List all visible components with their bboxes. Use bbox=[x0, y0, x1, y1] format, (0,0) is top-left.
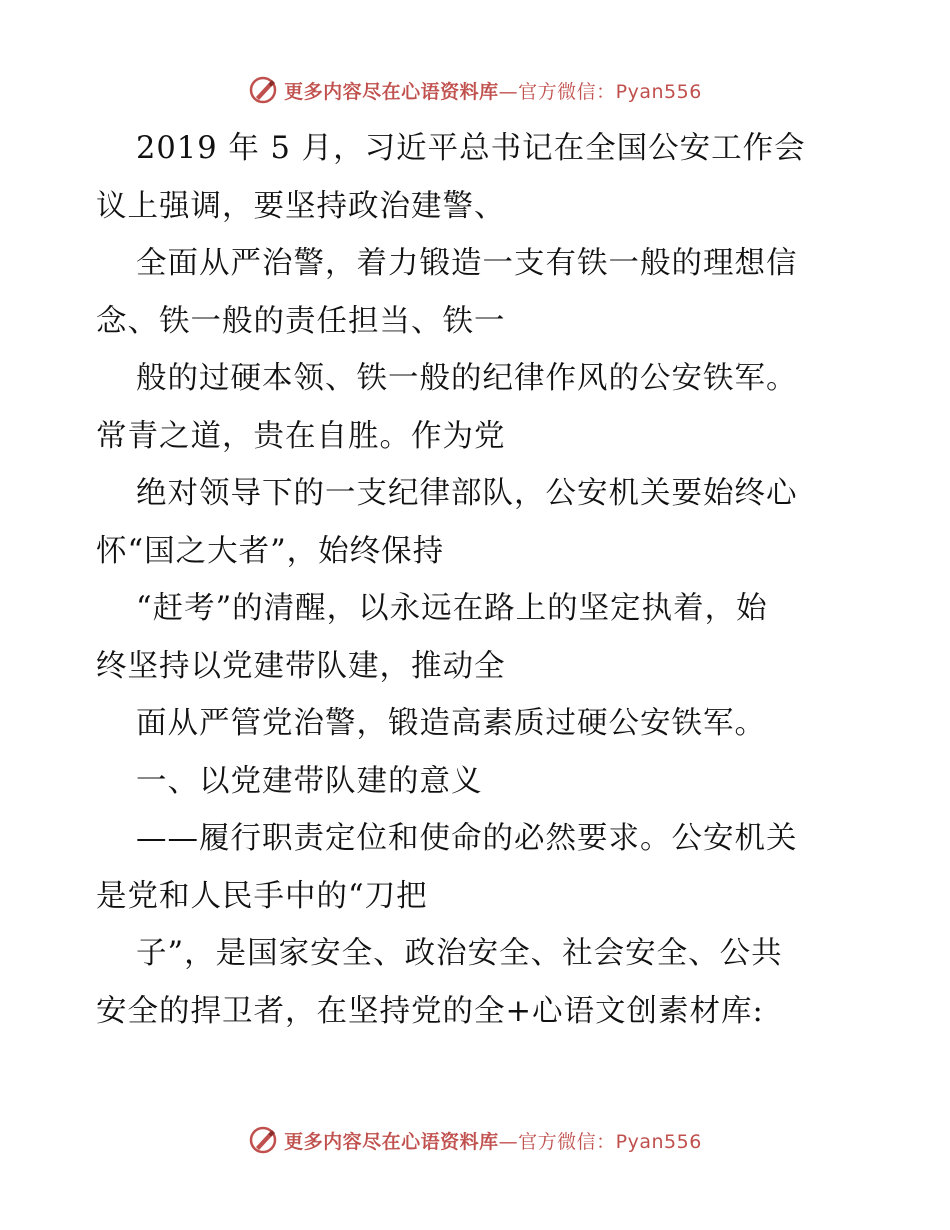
text-line: 面从严管党治警，锻造高素质过硬公安铁军。 bbox=[136, 706, 766, 741]
text-line: ——履行职责定位和使命的必然要求。公安机关 bbox=[136, 821, 798, 856]
text-line: “赶考”的清醒，以永远在路上的坚定执着，始 bbox=[136, 591, 768, 626]
watermark-tail-text: —官方微信：Pyan556 bbox=[498, 1130, 702, 1153]
watermark-main-text: 更多内容尽在心语资料库 bbox=[284, 1130, 499, 1153]
pen-logo-icon bbox=[248, 1125, 278, 1155]
footer-watermark-text bbox=[284, 1127, 702, 1154]
text-line: 全面从严治警，着力锻造一支有铁一般的理想信 bbox=[136, 246, 798, 281]
text-line: 子”，是国家安全、政治安全、社会安全、公共 bbox=[136, 936, 783, 971]
header-watermark-text bbox=[284, 77, 702, 104]
watermark-main-text: 更多内容尽在心语资料库 bbox=[284, 80, 499, 103]
section-heading: 一、以党建带队建的意义 bbox=[136, 763, 483, 799]
watermark-tail-text: —官方微信：Pyan556 bbox=[498, 80, 702, 103]
footer-watermark bbox=[0, 1120, 950, 1160]
pen-logo-icon bbox=[248, 75, 278, 105]
text-line: 安全的捍卫者，在坚持党的全+心语文创素材库: bbox=[96, 993, 764, 1029]
text-line: 般的过硬本领、铁一般的纪律作风的公安铁军。 bbox=[136, 361, 798, 396]
text-line: 议上强调，要坚持政治建警、 bbox=[96, 188, 506, 224]
document-body bbox=[96, 120, 856, 1040]
text-line: 终坚持以党建带队建，推动全 bbox=[96, 648, 506, 684]
text-line: 怀“国之大者”，始终保持 bbox=[96, 533, 445, 569]
text-line: 2019 年 5 月，习近平总书记在全国公安工作会 bbox=[136, 131, 806, 166]
text-line: 念、铁一般的责任担当、铁一 bbox=[96, 303, 506, 339]
text-line: 常青之道，贵在自胜。作为党 bbox=[96, 418, 506, 454]
header-watermark bbox=[0, 70, 950, 110]
text-line: 绝对领导下的一支纪律部队，公安机关要始终心 bbox=[136, 476, 798, 511]
text-line: 是党和人民手中的“刀把 bbox=[96, 878, 428, 914]
